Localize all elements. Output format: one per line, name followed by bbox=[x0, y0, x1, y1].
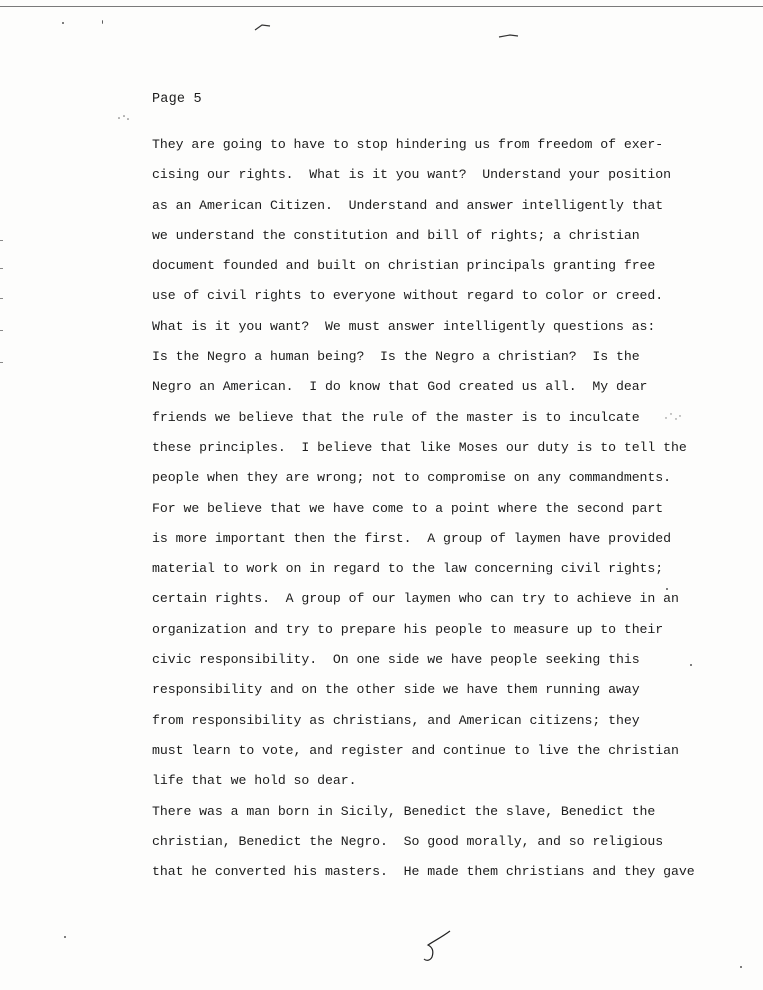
text-line: For we believe that we have come to a point where the second part bbox=[152, 500, 664, 516]
margin-tick bbox=[0, 268, 3, 269]
text-line: friends we believe that the rule of the master is to inculcate bbox=[152, 409, 640, 425]
text-line: we understand the constitution and bill of rights; a christian bbox=[152, 227, 640, 243]
scan-speck bbox=[690, 664, 692, 666]
typed-body-text bbox=[152, 135, 712, 892]
text-line: these principles. I believe that like Moses our duty is to tell the bbox=[152, 439, 687, 455]
pen-mark bbox=[254, 22, 272, 32]
scan-speck bbox=[740, 966, 742, 968]
text-line: certain rights. A group of our laymen who can try to achieve in an bbox=[152, 591, 679, 607]
text-line: is more important then the first. A group of laymen have provided bbox=[152, 530, 672, 546]
handwritten-mark bbox=[420, 925, 460, 965]
text-line: use of civil rights to everyone without regard to color or creed. bbox=[152, 288, 664, 304]
text-line: civic responsibility. On one side we have people seeking this bbox=[152, 652, 640, 668]
text-line: What is it you want? We must answer intelligently questions as: bbox=[152, 318, 656, 334]
text-line: from responsibility as christians, and American citizens; they bbox=[152, 712, 640, 728]
text-line: christian, Benedict the Negro. So good morally, and so religious bbox=[152, 833, 664, 849]
text-line: There was a man born in Sicily, Benedict the slave, Benedict the bbox=[152, 803, 656, 819]
text-line: material to work on in regard to the law concerning civil rights; bbox=[152, 561, 664, 577]
scan-speck bbox=[64, 936, 66, 938]
scan-dots bbox=[116, 112, 134, 122]
margin-tick bbox=[0, 240, 3, 241]
top-edge-rule bbox=[0, 6, 763, 7]
text-line: They are going to have to stop hindering us from freedom of exer- bbox=[152, 137, 664, 152]
scan-speck bbox=[62, 22, 64, 24]
text-line: Negro an American. I do know that God created us all. My dear bbox=[152, 379, 648, 395]
margin-tick bbox=[0, 330, 3, 331]
text-line: cising our rights. What is it you want? Understand your position bbox=[152, 167, 672, 183]
margin-tick bbox=[0, 362, 3, 363]
text-line: people when they are wrong; not to compromise on any commandments. bbox=[152, 470, 672, 486]
text-line: must learn to vote, and register and continue to live the christian bbox=[152, 742, 679, 758]
text-line: responsibility and on the other side we have them running away bbox=[152, 682, 640, 698]
page-number: Page 5 bbox=[152, 92, 202, 107]
text-line: as an American Citizen. Understand and answer intelligently that bbox=[152, 197, 664, 213]
text-line: organization and try to prepare his people to measure up to their bbox=[152, 621, 664, 637]
text-line: document founded and built on christian principals granting free bbox=[152, 258, 656, 274]
text-line: Is the Negro a human being? Is the Negro a christian? Is the bbox=[152, 349, 640, 365]
text-line: life that we hold so dear. bbox=[152, 773, 357, 789]
scan-speck bbox=[666, 588, 668, 590]
margin-tick bbox=[0, 298, 3, 299]
scan-speck bbox=[102, 20, 103, 24]
scan-dots bbox=[662, 410, 684, 424]
text-line: that he converted his masters. He made them christians and they gave bbox=[152, 864, 695, 880]
pen-mark bbox=[498, 32, 520, 40]
